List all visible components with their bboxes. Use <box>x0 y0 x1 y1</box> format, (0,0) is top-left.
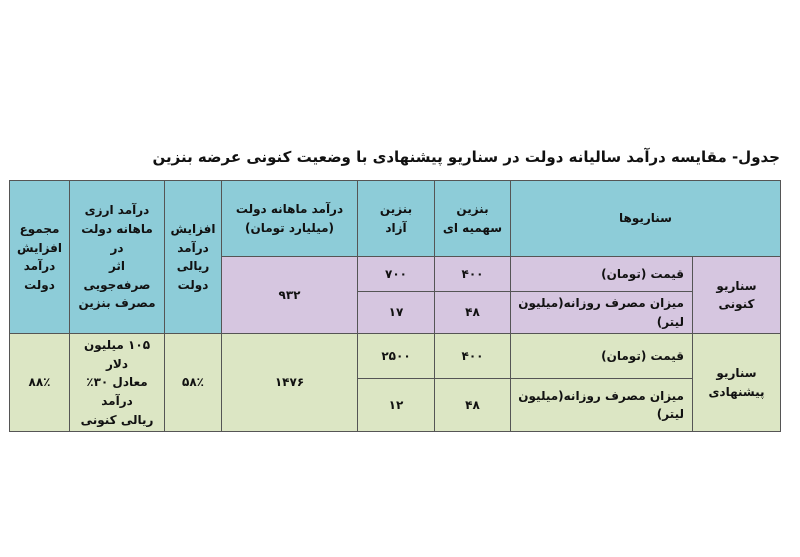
proposed-consumption-label: میزان مصرف روزانه(میلیون لیتر) <box>511 379 693 432</box>
proposed-fx-revenue: ۱۰۵ میلیون دلار معادل ۳۰٪ درآمد ریالی کنونی <box>70 334 165 432</box>
current-free-price: ۷۰۰ <box>358 257 435 292</box>
header-free-gasoline: بنزین آزاد <box>358 181 435 257</box>
proposed-price-row <box>10 334 781 379</box>
current-scenario-name: سناریو کنونی <box>693 257 781 334</box>
proposed-quota-consumption: ۴۸ <box>435 379 511 432</box>
proposed-rial-increase: ۵۸٪ <box>165 334 222 432</box>
header-monthly-revenue: درآمد ماهانه دولت (میلیارد تومان) <box>222 181 358 257</box>
current-monthly-revenue: ۹۳۲ <box>222 257 358 334</box>
proposed-free-consumption: ۱۲ <box>358 379 435 432</box>
proposed-scenario-name: سناریو پیشنهادی <box>693 334 781 432</box>
header-quota-gasoline: بنزین سهمیه ای <box>435 181 511 257</box>
current-quota-consumption: ۴۸ <box>435 292 511 334</box>
table-title: جدول- مقایسه درآمد سالیانه دولت در سناریو پیشنهادی با وضعیت کنونی عرضه بنزین <box>152 148 780 166</box>
proposed-monthly-revenue: ۱۴۷۶ <box>222 334 358 432</box>
header-row <box>10 181 781 257</box>
header-scenarios: سناریوها <box>511 181 781 257</box>
comparison-table <box>9 180 781 432</box>
proposed-price-label: قیمت (تومان) <box>511 334 693 379</box>
header-rial-increase: افزایش درآمد ریالی دولت <box>165 181 222 334</box>
current-quota-price: ۴۰۰ <box>435 257 511 292</box>
current-price-label: قیمت (تومان) <box>511 257 693 292</box>
header-fx-revenue: درآمد ارزی ماهانه دولت در اثر صرفه‌جویی مصرف بنزین <box>70 181 165 334</box>
proposed-total-increase: ۸۸٪ <box>10 334 70 432</box>
header-total-increase: مجموع افزایش درآمد دولت <box>10 181 70 334</box>
proposed-free-price: ۲۵۰۰ <box>358 334 435 379</box>
current-consumption-label: میزان مصرف روزانه(میلیون لیتر) <box>511 292 693 334</box>
proposed-quota-price: ۴۰۰ <box>435 334 511 379</box>
current-free-consumption: ۱۷ <box>358 292 435 334</box>
